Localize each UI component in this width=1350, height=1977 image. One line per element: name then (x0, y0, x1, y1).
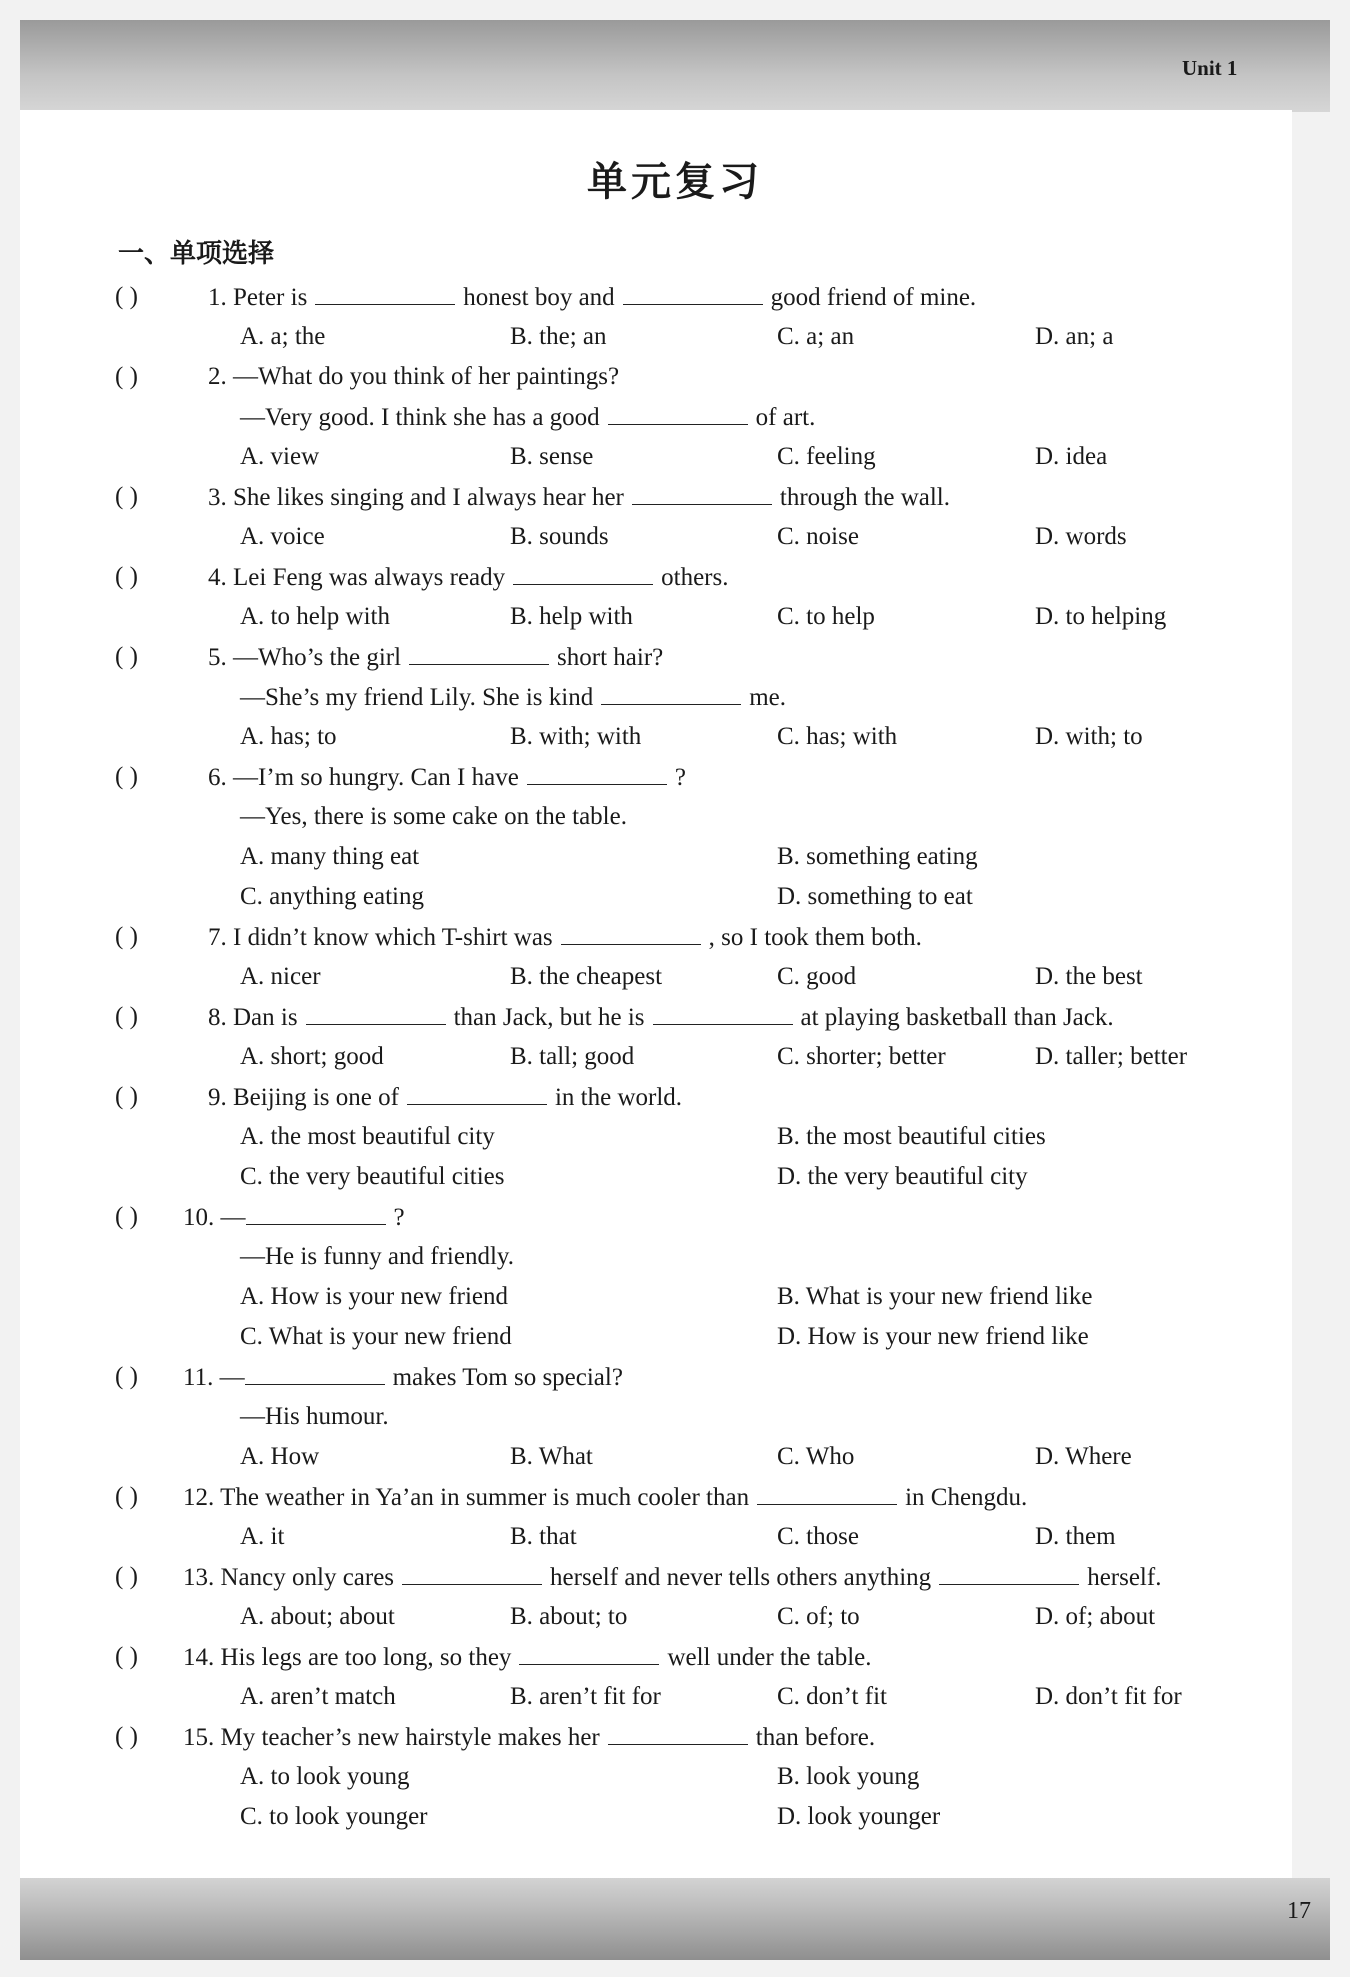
option-b[interactable]: B. the cheapest (510, 963, 663, 990)
option-c[interactable]: C. don’t fit (777, 1683, 887, 1710)
answer-paren[interactable]: ( ) (115, 1083, 138, 1110)
option-a[interactable]: A. the most beautiful city (240, 1123, 495, 1150)
option-c[interactable]: C. feeling (777, 443, 876, 470)
question-9: 9. Beijing is one of in the world. (208, 1084, 683, 1111)
answer-paren[interactable]: ( ) (115, 923, 138, 950)
option-d[interactable]: D. taller; better (1035, 1043, 1188, 1070)
question-13: 13. Nancy only cares herself and never tells others anything herself. (183, 1564, 1162, 1591)
option-a[interactable]: A. view (240, 443, 320, 470)
option-b[interactable]: B. something eating (777, 843, 978, 870)
option-c[interactable]: C. good (777, 963, 857, 990)
option-a[interactable]: A. short; good (240, 1043, 384, 1070)
question-11: 11. — makes Tom so special? (183, 1364, 623, 1391)
page-title: 单元复习 (587, 159, 763, 205)
question-10: 10. — ? (183, 1204, 405, 1231)
answer-paren[interactable]: ( ) (115, 1363, 138, 1390)
option-a[interactable]: A. to help with (240, 603, 390, 630)
option-a[interactable]: A. a; the (240, 323, 326, 350)
option-a[interactable]: A. about; about (240, 1603, 395, 1630)
question-7: 7. I didn’t know which T-shirt was , so I took them both. (208, 924, 922, 951)
option-b[interactable]: B. look young (777, 1763, 920, 1790)
question-10-line2: —He is funny and friendly. (240, 1243, 515, 1270)
option-c[interactable]: C. shorter; better (777, 1043, 946, 1070)
answer-paren[interactable]: ( ) (115, 283, 138, 310)
option-c[interactable]: C. those (777, 1523, 859, 1550)
answer-paren[interactable]: ( ) (115, 1723, 138, 1750)
option-b[interactable]: B. sense (510, 443, 594, 470)
option-a[interactable]: A. How (240, 1443, 320, 1470)
question-6-line2: —Yes, there is some cake on the table. (240, 803, 627, 830)
option-d[interactable]: D. the best (1035, 963, 1143, 990)
answer-paren[interactable]: ( ) (115, 563, 138, 590)
option-d[interactable]: D. words (1035, 523, 1127, 550)
option-c[interactable]: C. to help (777, 603, 875, 630)
option-a[interactable]: A. How is your new friend (240, 1283, 509, 1310)
answer-paren[interactable]: ( ) (115, 1003, 138, 1030)
question-3: 3. She likes singing and I always hear her through the wall. (208, 484, 950, 511)
question-2-line2: —Very good. I think she has a good of art. (240, 404, 816, 431)
option-c[interactable]: C. a; an (777, 323, 855, 350)
option-b[interactable]: B. What (510, 1443, 593, 1470)
option-b[interactable]: B. that (510, 1523, 577, 1550)
option-b[interactable]: B. sounds (510, 523, 609, 550)
question-5-line2: —She’s my friend Lily. She is kind me. (240, 684, 787, 711)
question-14: 14. His legs are too long, so they well under the table. (183, 1644, 872, 1671)
option-b[interactable]: B. the most beautiful cities (777, 1123, 1046, 1150)
option-d[interactable]: D. How is your new friend like (777, 1323, 1089, 1350)
question-8: 8. Dan is than Jack, but he is at playing basketball than Jack. (208, 1004, 1114, 1031)
option-c[interactable]: C. noise (777, 523, 859, 550)
option-c[interactable]: C. of; to (777, 1603, 860, 1630)
option-b[interactable]: B. help with (510, 603, 633, 630)
top-scan-band (20, 20, 1330, 112)
question-6: 6. —I’m so hungry. Can I have ? (208, 764, 686, 791)
option-d[interactable]: D. them (1035, 1523, 1116, 1550)
option-d[interactable]: D. something to eat (777, 883, 973, 910)
option-d[interactable]: D. the very beautiful city (777, 1163, 1028, 1190)
unit-label: Unit 1 (1182, 56, 1238, 80)
question-2: 2. —What do you think of her paintings? (208, 363, 620, 390)
option-c[interactable]: C. the very beautiful cities (240, 1163, 505, 1190)
question-15: 15. My teacher’s new hairstyle makes her than before. (183, 1724, 876, 1751)
option-b[interactable]: B. about; to (510, 1603, 628, 1630)
option-b[interactable]: B. aren’t fit for (510, 1683, 661, 1710)
answer-paren[interactable]: ( ) (115, 643, 138, 670)
option-a[interactable]: A. nicer (240, 963, 321, 990)
answer-paren[interactable]: ( ) (115, 1563, 138, 1590)
option-a[interactable]: A. many thing eat (240, 843, 420, 870)
answer-paren[interactable]: ( ) (115, 1483, 138, 1510)
option-d[interactable]: D. don’t fit for (1035, 1683, 1182, 1710)
option-c[interactable]: C. has; with (777, 723, 898, 750)
question-12: 12. The weather in Ya’an in summer is much cooler than in Chengdu. (183, 1484, 1028, 1511)
answer-paren[interactable]: ( ) (115, 1203, 138, 1230)
option-b[interactable]: B. tall; good (510, 1043, 635, 1070)
option-a[interactable]: A. aren’t match (240, 1683, 396, 1710)
option-d[interactable]: D. of; about (1035, 1603, 1156, 1630)
option-d[interactable]: D. an; a (1035, 323, 1114, 350)
option-d[interactable]: D. to helping (1035, 603, 1167, 630)
question-5: 5. —Who’s the girl short hair? (208, 644, 664, 671)
option-b[interactable]: B. What is your new friend like (777, 1283, 1093, 1310)
option-a[interactable]: A. it (240, 1523, 285, 1550)
answer-paren[interactable]: ( ) (115, 763, 138, 790)
option-d[interactable]: D. with; to (1035, 723, 1143, 750)
page-number: 17 (1287, 1898, 1311, 1924)
option-a[interactable]: A. has; to (240, 723, 337, 750)
question-1: 1. Peter is honest boy and good friend of mine. (208, 284, 977, 311)
question-11-line2: —His humour. (240, 1403, 389, 1430)
answer-paren[interactable]: ( ) (115, 483, 138, 510)
answer-paren[interactable]: ( ) (115, 363, 138, 390)
answer-paren[interactable]: ( ) (115, 1643, 138, 1670)
option-d[interactable]: D. Where (1035, 1443, 1132, 1470)
bottom-scan-band (20, 1878, 1330, 1960)
option-b[interactable]: B. the; an (510, 323, 607, 350)
option-c[interactable]: C. anything eating (240, 883, 424, 910)
section-heading: 一、单项选择 (118, 239, 275, 269)
option-d[interactable]: D. idea (1035, 443, 1108, 470)
option-b[interactable]: B. with; with (510, 723, 642, 750)
option-a[interactable]: A. to look young (240, 1763, 410, 1790)
question-4: 4. Lei Feng was always ready others. (208, 564, 729, 591)
option-d[interactable]: D. look younger (777, 1803, 941, 1830)
option-c[interactable]: C. to look younger (240, 1803, 428, 1830)
option-c[interactable]: C. Who (777, 1443, 855, 1470)
option-a[interactable]: A. voice (240, 523, 325, 550)
option-c[interactable]: C. What is your new friend (240, 1323, 512, 1350)
